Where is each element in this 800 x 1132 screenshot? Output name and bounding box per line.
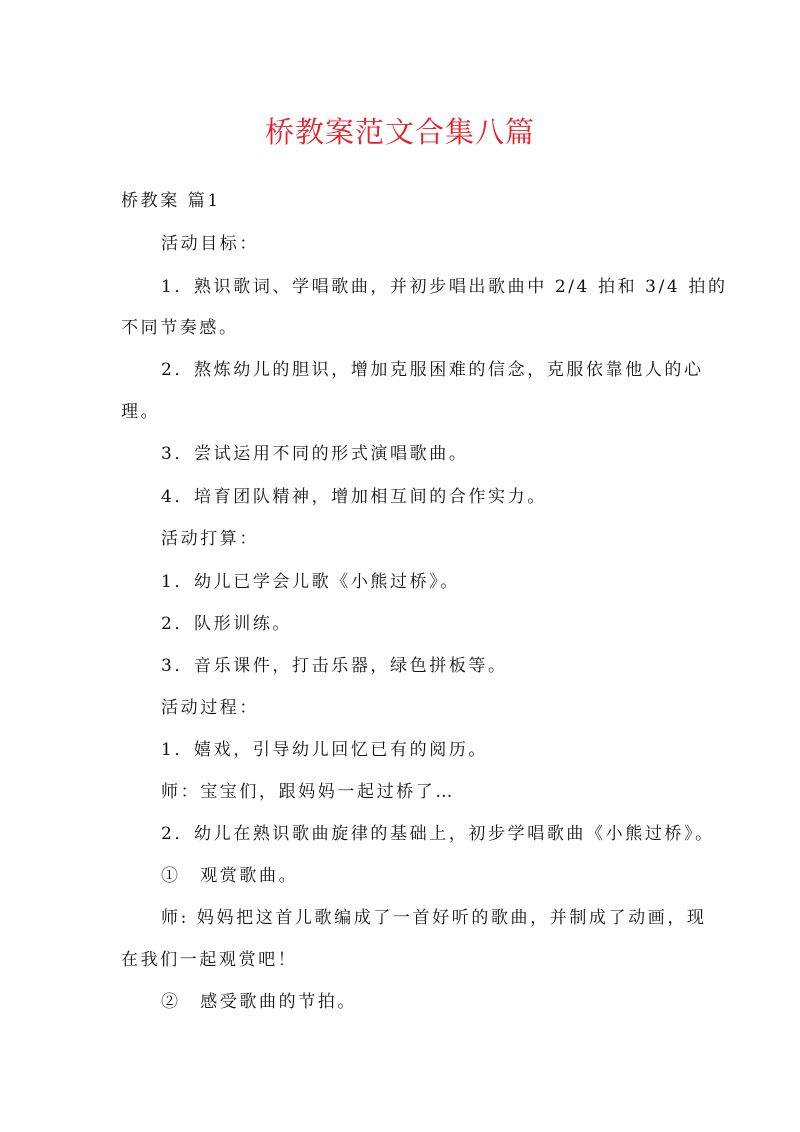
paragraph-line: 4．培育团队精神，增加相互间的合作实力。	[161, 487, 547, 507]
paragraph-line: 1．嬉戏，引导幼儿回忆已有的阅历。	[161, 740, 489, 760]
section-heading: 桥教案 篇1	[121, 191, 221, 211]
paragraph-line: 师：宝宝们，跟妈妈一起过桥了…	[161, 782, 455, 802]
paragraph-line: 活动目标：	[161, 234, 259, 254]
paragraph-line: 2．熬炼幼儿的胆识，增加克服困难的信念，克服依靠他人的心	[161, 360, 704, 380]
paragraph-line: 3．尝试运用不同的形式演唱歌曲。	[161, 444, 469, 464]
paragraph-line: ① 观赏歌曲。	[161, 866, 299, 886]
paragraph-line: 不同节奏感。	[121, 318, 239, 338]
paragraph-line: 1．熟识歌词、学唱歌曲，并初步唱出歌曲中 2/4 拍和 3/4 拍的	[161, 277, 728, 297]
paragraph-line: 2．队形训练。	[161, 614, 293, 634]
paragraph-line: 理。	[121, 402, 161, 422]
paragraph-line: 3．音乐课件，打击乐器，绿色拼板等。	[161, 656, 508, 676]
document-title: 桥教案范文合集八篇	[264, 115, 535, 149]
paragraph-line: 在我们一起观赏吧！	[121, 950, 298, 970]
paragraph-line: ② 感受歌曲的节拍。	[161, 992, 357, 1012]
paragraph-line: 1．幼儿已学会儿歌《小熊过桥》。	[161, 572, 460, 592]
paragraph-line: 2．幼儿在熟识歌曲旋律的基础上，初步学唱歌曲《小熊过桥》。	[161, 824, 715, 844]
paragraph-line: 活动打算：	[161, 529, 259, 549]
paragraph-line: 活动过程：	[161, 698, 259, 718]
paragraph-line: 师: 妈妈把这首儿歌编成了一首好听的歌曲，并制成了动画，现	[161, 908, 707, 928]
